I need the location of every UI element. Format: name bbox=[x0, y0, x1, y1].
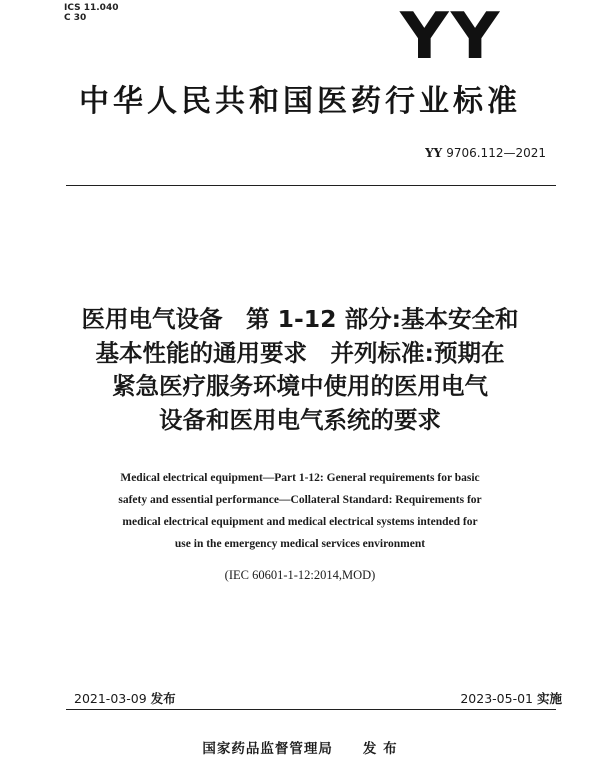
english-title-line: safety and essential performance—Collateral Standard: Requirements for bbox=[118, 494, 482, 506]
issue-date-value: 2021-03-09 bbox=[74, 691, 147, 706]
effective-date-label: 实施 bbox=[536, 691, 562, 706]
classification-codes bbox=[64, 3, 118, 23]
chinese-title-line: 医用电气设备 第 1-12 部分:基本安全和 bbox=[81, 305, 519, 333]
chinese-title-line: 紧急医疗服务环境中使用的医用电气 bbox=[112, 372, 488, 400]
top-divider bbox=[66, 185, 556, 186]
english-title bbox=[0, 467, 600, 555]
issue-date-label: 发布 bbox=[150, 691, 176, 706]
chinese-title bbox=[0, 303, 600, 437]
yy-logo: YY bbox=[400, 0, 502, 74]
chinese-title-line: 基本性能的通用要求 并列标准:预期在 bbox=[95, 338, 505, 367]
chinese-title-line: 设备和医用电气系统的要求 bbox=[159, 405, 441, 434]
publish-label: 发 布 bbox=[362, 741, 398, 757]
ccs-code: C 30 bbox=[64, 13, 87, 23]
standard-category-title: 中华人民共和国医药行业标准 bbox=[79, 84, 521, 119]
bottom-divider bbox=[66, 709, 556, 710]
english-title-line: Medical electrical equipment—Part 1-12: General requirements for basic bbox=[120, 472, 480, 484]
english-title-line: use in the emergency medical services environment bbox=[174, 538, 426, 550]
effective-date bbox=[460, 689, 562, 707]
publisher-line bbox=[0, 737, 600, 757]
iec-reference: (IEC 60601-1-12:2014,MOD) bbox=[224, 568, 376, 582]
publisher-name: 国家药品监督管理局 bbox=[202, 741, 333, 757]
english-title-line: medical electrical equipment and medical electrical systems intended for bbox=[122, 516, 478, 528]
standard-prefix: YY bbox=[425, 146, 443, 160]
standard-number bbox=[425, 146, 546, 160]
standard-number-value: 9706.112—2021 bbox=[446, 146, 546, 160]
effective-date-value: 2023-05-01 bbox=[460, 691, 533, 706]
issue-date bbox=[74, 689, 176, 707]
ics-code: ICS 11.040 bbox=[64, 3, 119, 13]
